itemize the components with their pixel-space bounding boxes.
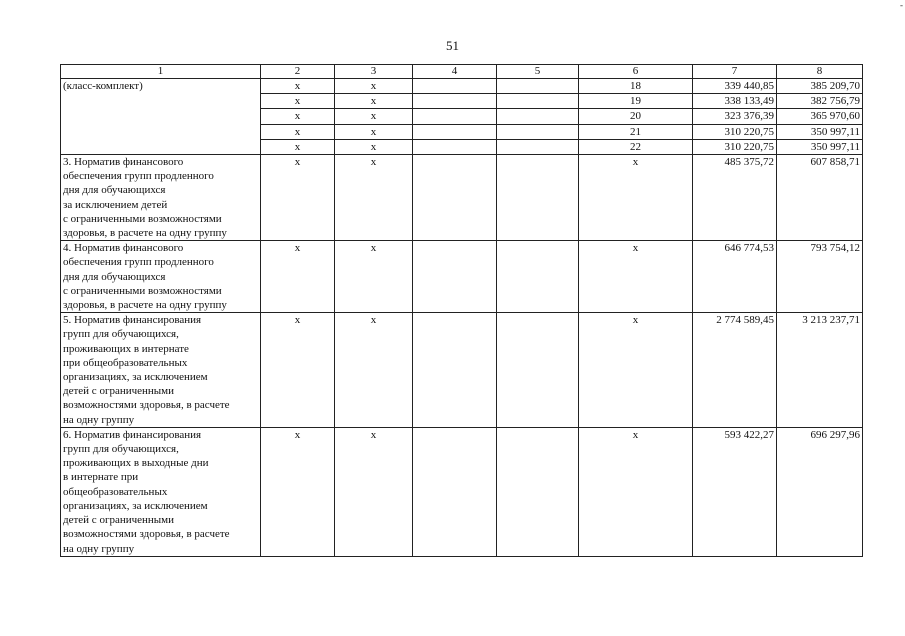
cell-col6: 19 xyxy=(579,94,693,109)
cell-col5 xyxy=(497,241,579,313)
row-label-cell xyxy=(61,313,261,428)
row-label-line: с ограниченными возможностями xyxy=(63,212,222,225)
cell-col6: х xyxy=(579,313,693,428)
row-label-line: возможностями здоровья, в расчете xyxy=(63,528,230,541)
cell-col4 xyxy=(413,139,497,154)
table-row xyxy=(61,241,863,313)
row-label-line: организациях, за исключением xyxy=(63,499,208,512)
table-row xyxy=(61,313,863,428)
cell-col4 xyxy=(413,124,497,139)
cell-col7: 485 375,72 xyxy=(693,155,777,241)
table-header-row xyxy=(61,65,863,79)
cell-col8: 696 297,96 xyxy=(777,427,863,556)
cell-col4 xyxy=(413,241,497,313)
column-header: 2 xyxy=(261,65,335,79)
cell-col8: 365 970,60 xyxy=(777,109,863,124)
corner-mark: - xyxy=(900,0,903,10)
cell-col7: 323 376,39 xyxy=(693,109,777,124)
cell-col2: х xyxy=(261,79,335,94)
row-label-line: 6. Норматив финансирования xyxy=(63,428,202,441)
cell-col2: х xyxy=(261,241,335,313)
row-label-line: организациях, за исключением xyxy=(63,371,208,384)
cell-col4 xyxy=(413,155,497,241)
row-label-line: за исключением детей xyxy=(63,198,168,211)
cell-col6: х xyxy=(579,155,693,241)
cell-col2: х xyxy=(261,313,335,428)
cell-col4 xyxy=(413,94,497,109)
cell-col2: х xyxy=(261,155,335,241)
row-label-line: 3. Норматив финансового xyxy=(63,156,184,169)
row-label-line: дня для обучающихся xyxy=(63,270,166,283)
row-label-line: проживающих в выходные дни xyxy=(63,457,209,470)
row-label-line: общеобразовательных xyxy=(63,485,168,498)
cell-col2: х xyxy=(261,94,335,109)
cell-col7: 310 220,75 xyxy=(693,139,777,154)
cell-col8: 382 756,79 xyxy=(777,94,863,109)
cell-col6: х xyxy=(579,241,693,313)
cell-col8: 385 209,70 xyxy=(777,79,863,94)
row-label-line: 5. Норматив финансирования xyxy=(63,314,202,327)
row-label-line: возможностями здоровья, в расчете xyxy=(63,399,230,412)
cell-col3: х xyxy=(335,79,413,94)
column-header: 3 xyxy=(335,65,413,79)
cell-col6: 18 xyxy=(579,79,693,94)
row-label-cell xyxy=(61,241,261,313)
row-label-line: на одну группу xyxy=(63,542,135,555)
row-label-cell: (класс-комплект) xyxy=(61,79,261,155)
cell-col2: х xyxy=(261,109,335,124)
cell-col8: 793 754,12 xyxy=(777,241,863,313)
cell-col5 xyxy=(497,155,579,241)
cell-col7: 2 774 589,45 xyxy=(693,313,777,428)
cell-col7: 646 774,53 xyxy=(693,241,777,313)
cell-col3: х xyxy=(335,313,413,428)
cell-col2: х xyxy=(261,124,335,139)
cell-col8: 350 997,11 xyxy=(777,139,863,154)
column-header: 5 xyxy=(497,65,579,79)
cell-col5 xyxy=(497,79,579,94)
cell-col5 xyxy=(497,109,579,124)
row-label-line: здоровья, в расчете на одну группу xyxy=(63,227,227,240)
row-label-line: обеспечения групп продленного xyxy=(63,256,214,269)
page-number: 51 xyxy=(446,38,459,53)
cell-col2: х xyxy=(261,139,335,154)
cell-col2: х xyxy=(261,427,335,556)
cell-col3: х xyxy=(335,124,413,139)
row-label-line: детей с ограниченными xyxy=(63,385,175,398)
row-label-line: дня для обучающихся xyxy=(63,184,166,197)
cell-col4 xyxy=(413,313,497,428)
row-label-line: проживающих в интернате xyxy=(63,342,189,355)
row-label-cell xyxy=(61,155,261,241)
row-label-line: в интернате при xyxy=(63,471,139,484)
column-header: 7 xyxy=(693,65,777,79)
row-label-line: на одну группу xyxy=(63,413,135,426)
row-label-line: групп для обучающихся, xyxy=(63,443,179,456)
cell-col4 xyxy=(413,109,497,124)
cell-col5 xyxy=(497,427,579,556)
cell-col4 xyxy=(413,79,497,94)
cell-col6: х xyxy=(579,427,693,556)
row-label-cell xyxy=(61,427,261,556)
row-label-line: 4. Норматив финансового xyxy=(63,242,184,255)
cell-col3: х xyxy=(335,109,413,124)
column-header: 4 xyxy=(413,65,497,79)
cell-col7: 339 440,85 xyxy=(693,79,777,94)
row-label-line: групп для обучающихся, xyxy=(63,328,179,341)
cell-col5 xyxy=(497,94,579,109)
cell-col5 xyxy=(497,313,579,428)
column-header: 6 xyxy=(579,65,693,79)
row-label-line: детей с ограниченными xyxy=(63,514,175,527)
cell-col4 xyxy=(413,427,497,556)
table-row xyxy=(61,155,863,241)
cell-col3: х xyxy=(335,155,413,241)
table-row xyxy=(61,427,863,556)
cell-col3: х xyxy=(335,139,413,154)
column-header: 1 xyxy=(61,65,261,79)
cell-col6: 21 xyxy=(579,124,693,139)
row-label-line: обеспечения групп продленного xyxy=(63,170,214,183)
row-label-line: с ограниченными возможностями xyxy=(63,284,222,297)
cell-col3: х xyxy=(335,427,413,556)
row-label-line: здоровья, в расчете на одну группу xyxy=(63,299,227,312)
row-label-line: при общеобразовательных xyxy=(63,356,188,369)
cell-col3: х xyxy=(335,241,413,313)
standards-table xyxy=(60,64,863,557)
cell-col5 xyxy=(497,139,579,154)
cell-col7: 310 220,75 xyxy=(693,124,777,139)
cell-col6: 22 xyxy=(579,139,693,154)
cell-col8: 3 213 237,71 xyxy=(777,313,863,428)
cell-col8: 350 997,11 xyxy=(777,124,863,139)
cell-col7: 593 422,27 xyxy=(693,427,777,556)
column-header: 8 xyxy=(777,65,863,79)
table-row xyxy=(61,79,863,94)
cell-col8: 607 858,71 xyxy=(777,155,863,241)
cell-col7: 338 133,49 xyxy=(693,94,777,109)
cell-col3: х xyxy=(335,94,413,109)
cell-col5 xyxy=(497,124,579,139)
cell-col6: 20 xyxy=(579,109,693,124)
